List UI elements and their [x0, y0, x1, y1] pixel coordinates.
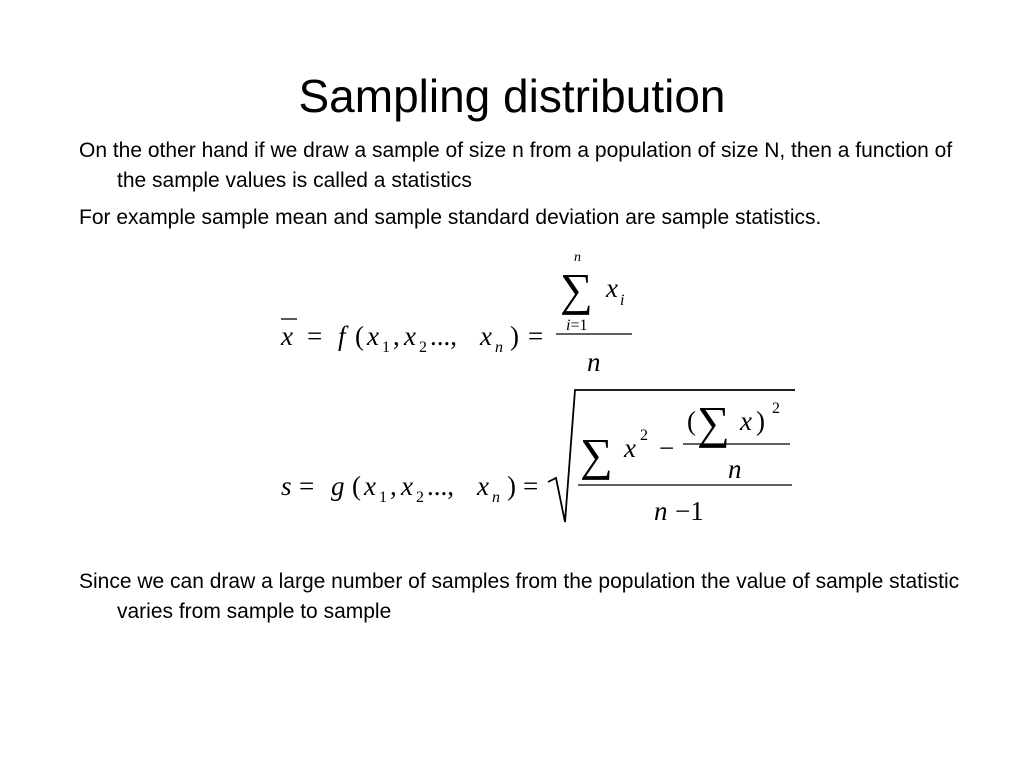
svg-text:s: s	[281, 471, 292, 501]
svg-text:x: x	[740, 406, 752, 436]
svg-text:): )	[756, 406, 765, 436]
svg-text:=: =	[523, 471, 539, 501]
svg-text:i: i	[620, 292, 625, 309]
std-dev-formula	[281, 390, 795, 526]
svg-text:(: (	[352, 471, 361, 501]
svg-text:n: n	[492, 489, 500, 506]
svg-text:,: ,	[390, 471, 397, 501]
svg-text:(: (	[355, 321, 364, 351]
svg-text:): )	[507, 471, 516, 501]
svg-text:x: x	[404, 321, 416, 351]
svg-text:x: x	[624, 433, 636, 463]
svg-text:): )	[510, 321, 519, 351]
svg-text:2: 2	[419, 339, 427, 356]
svg-text:n: n	[728, 454, 742, 484]
svg-text:i=1: i=1	[566, 317, 588, 334]
svg-text:1: 1	[382, 339, 390, 356]
svg-text:x: x	[281, 321, 293, 351]
svg-text:n: n	[574, 250, 581, 265]
svg-text:∑: ∑	[580, 429, 613, 480]
slide-title: Sampling distribution	[298, 70, 726, 122]
svg-text:∑: ∑	[697, 397, 730, 448]
svg-text:=: =	[528, 321, 544, 351]
paragraph-example-statistics: For example sample mean and sample standard deviation are sample statistics.	[79, 206, 822, 229]
svg-text:g: g	[331, 471, 345, 501]
svg-text:x: x	[606, 273, 618, 303]
svg-text:2: 2	[640, 427, 648, 444]
svg-text:x: x	[477, 471, 489, 501]
svg-text:x: x	[364, 471, 376, 501]
svg-text:1: 1	[379, 489, 387, 506]
svg-text:...,: ...,	[427, 471, 454, 501]
svg-text:2: 2	[772, 400, 780, 417]
svg-text:x: x	[480, 321, 492, 351]
svg-text:−: −	[659, 433, 675, 463]
svg-text:x: x	[367, 321, 379, 351]
svg-text:...,: ...,	[430, 321, 457, 351]
mean-formula	[280, 250, 632, 377]
svg-text:f: f	[338, 321, 346, 351]
svg-text:n: n	[654, 496, 668, 526]
svg-text:(: (	[687, 406, 696, 436]
svg-text:,: ,	[393, 321, 400, 351]
svg-text:x: x	[401, 471, 413, 501]
paragraph-sampling-variation: Since we can draw a large number of samples from the population the value of sample statistic varies from sample to sample	[79, 570, 960, 623]
svg-text:=: =	[307, 321, 323, 351]
svg-text:2: 2	[416, 489, 424, 506]
svg-text:∑: ∑	[560, 264, 593, 315]
svg-text:=: =	[299, 471, 315, 501]
paragraph-sample-definition: On the other hand if we draw a sample of size n from a population of size N, then a function of the sample values is called a statistics	[79, 139, 953, 192]
svg-text:−1: −1	[675, 496, 704, 526]
svg-text:n: n	[587, 347, 601, 377]
svg-text:n: n	[495, 339, 503, 356]
